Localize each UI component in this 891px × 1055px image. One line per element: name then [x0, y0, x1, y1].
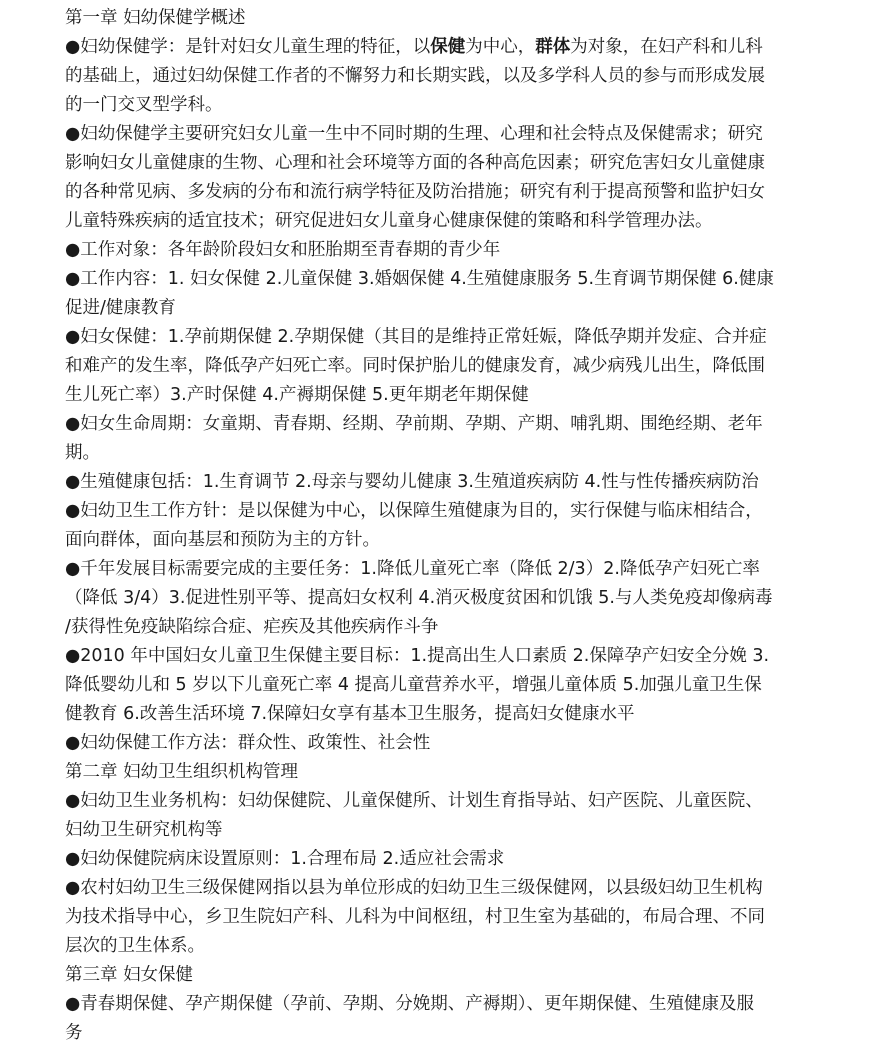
chapter-heading: 第三章 妇女保健	[65, 965, 194, 985]
text-line: ●妇幼保健学主要研究妇女儿童一生中不同时期的生理、心理和社会特点及保健需求；研究	[65, 124, 763, 144]
text-segment: 为中心，	[465, 37, 536, 57]
document-page	[65, 4, 847, 1048]
text-line: /获得性免疫缺陷综合症、疟疾及其他疾病作斗争	[65, 617, 439, 637]
bold-term: 群体	[535, 37, 571, 57]
text-line: ●妇幼卫生业务机构：妇幼保健院、儿童保健所、计划生育指导站、妇产医院、儿童医院、	[65, 791, 763, 811]
text-line: ●工作对象：各年龄阶段妇女和胚胎期至青春期的青少年	[65, 240, 501, 260]
text-line: ●工作内容：1. 妇女保健 2.儿童保健 3.婚姻保健 4.生殖健康服务 5.生育调节期保健 6.健康	[65, 269, 774, 289]
text-line: 的基础上，通过妇幼保健工作者的不懈努力和长期实践，以及多学科人员的参与而形成发展	[65, 66, 765, 86]
text-line: ●千年发展目标需要完成的主要任务：1.降低儿童死亡率（降低 2/3）2.降低孕产妇死亡率	[65, 559, 760, 579]
text-line: 妇幼卫生研究机构等	[65, 820, 223, 840]
text-line: ●妇幼保健工作方法：群众性、政策性、社会性	[65, 733, 431, 753]
text-line: ●青春期保健、孕产期保健（孕前、孕期、分娩期、产褥期）、更年期保健、生殖健康及服	[65, 994, 755, 1014]
chapter-heading: 第一章 妇幼保健学概述	[65, 8, 246, 28]
text-line: 的一门交叉型学科。	[65, 95, 223, 115]
text-line: ●生殖健康包括：1.生育调节 2.母亲与婴幼儿健康 3.生殖道疾病防 4.性与性传播疾病防治	[65, 472, 759, 492]
bold-term: 保健	[430, 37, 466, 57]
text-line: ●2010 年中国妇女儿童卫生保健主要目标：1.提高出生人口素质 2.保障孕产妇安全分娩 3.	[65, 646, 770, 666]
text-line: 生儿死亡率）3.产时保健 4.产褥期保健 5.更年期老年期保健	[65, 385, 529, 405]
text-line: 儿童特殊疾病的适宜技术；研究促进妇女儿童身心健康保健的策略和科学管理办法。	[65, 211, 713, 231]
text-segment: ●妇幼保健学：是针对妇女儿童生理的特征，以	[65, 37, 431, 57]
chapter-heading: 第二章 妇幼卫生组织机构管理	[65, 762, 299, 782]
text-line: 的各种常见病、多发病的分布和流行病学特征及防治措施；研究有利于提高预警和监护妇女	[65, 182, 765, 202]
text-line: 为技术指导中心，乡卫生院妇产科、儿科为中间枢纽，村卫生室为基础的，布局合理、不同	[65, 907, 765, 927]
text-line: （降低 3/4）3.促进性别平等、提高妇女权利 4.消灭极度贫困和饥饿 5.与人类免疫却像病毒	[65, 588, 773, 608]
text-line: ●妇幼卫生工作方针：是以保健为中心，以保障生殖健康为目的，实行保健与临床相结合，	[65, 501, 763, 521]
text-line: ●妇幼保健院病床设置原则：1.合理布局 2.适应社会需求	[65, 849, 505, 869]
text-line: ●妇女生命周期：女童期、青春期、经期、孕前期、孕期、产期、哺乳期、围绝经期、老年	[65, 414, 763, 434]
text-line: ●妇女保健：1.孕前期保健 2.孕期保健（其目的是维持正常妊娠，降低孕期并发症、合并症	[65, 327, 767, 347]
text-line: 层次的卫生体系。	[65, 936, 205, 956]
text-line: 健教育 6.改善生活环境 7.保障妇女享有基本卫生服务，提高妇女健康水平	[65, 704, 635, 724]
text-line: 和难产的发生率，降低孕产妇死亡率。同时保护胎儿的健康发育，减少病残儿出生，降低围	[65, 356, 765, 376]
text-line: 影响妇女儿童健康的生物、心理和社会环境等方面的各种高危因素；研究危害妇女儿童健康	[65, 153, 765, 173]
text-line: ●农村妇幼卫生三级保健网指以县为单位形成的妇幼卫生三级保健网，以县级妇幼卫生机构	[65, 878, 763, 898]
document-body	[65, 4, 847, 1048]
text-line	[65, 33, 847, 62]
text-line: 降低婴幼儿和 5 岁以下儿童死亡率 4 提高儿童营养水平，增强儿童体质 5.加强儿童卫生保	[65, 675, 762, 695]
text-segment: 为对象，在妇产科和儿科	[570, 37, 763, 57]
text-line: 面向群体，面向基层和预防为主的方针。	[65, 530, 380, 550]
text-line: 促进/健康教育	[65, 298, 176, 318]
text-line: 务	[65, 1023, 83, 1043]
text-line: 期。	[65, 443, 100, 463]
